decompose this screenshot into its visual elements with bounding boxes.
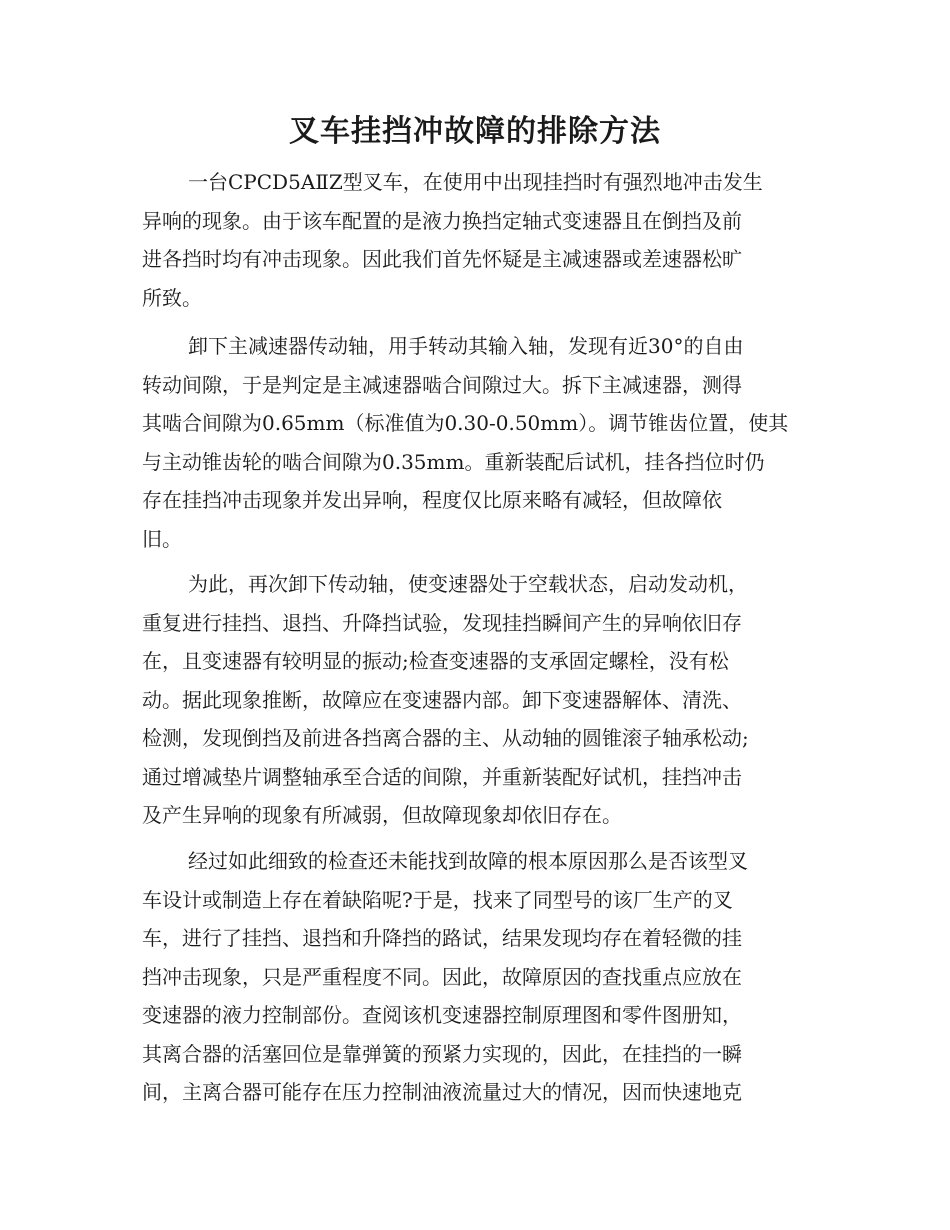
paragraph-1 <box>142 163 802 317</box>
text-line: 通过增减垫片调整轴承至合适的间隙，并重新装配好试机，挂挡冲击 <box>142 764 742 789</box>
text-line: 间，主离合器可能存在压力控制油液流量过大的情况，因而快速地克 <box>142 1080 742 1104</box>
text-line: 一台CPCD5AⅡZ型叉车，在使用中出现挂挡时有强烈地冲击发生 <box>188 170 763 194</box>
text-line: 重复进行挂挡、退挡、升降挡试验，发现挂挡瞬间产生的异响依旧存 <box>142 610 742 635</box>
text-line: 卸下主减速器传动轴，用手转动其输入轴，发现有近30°的自由 <box>188 334 744 358</box>
paragraph-2 <box>142 327 802 558</box>
text-line: 进各挡时均有冲击现象。因此我们首先怀疑是主减速器或差速器松旷 <box>142 247 742 271</box>
text-line: 及产生异响的现象有所减弱，但故障现象却依旧存在。 <box>142 803 622 827</box>
text-line: 变速器的液力控制部份。查阅该机变速器控制原理图和零件图册知， <box>142 1003 742 1027</box>
text-line: 检测，发现倒挡及前进各挡离合器的主、从动轴的圆锥滚子轴承松动; <box>142 726 749 750</box>
text-line: 存在挂挡冲击现象并发出异响，程度仅比原来略有减轻，但故障依 <box>142 488 722 512</box>
paragraph-4 <box>142 842 802 1112</box>
document-title: 叉车挂挡冲故障的排除方法 <box>289 114 661 149</box>
paragraph-3 <box>142 565 802 835</box>
text-line: 其离合器的活塞回位是靠弹簧的预紧力实现的，因此，在挂挡的一瞬 <box>142 1041 742 1066</box>
text-line: 与主动锥齿轮的啮合间隙为0.35mm。重新装配后试机，挂各挡位时仍 <box>142 449 765 474</box>
text-line: 动。据此现象推断，故障应在变速器内部。卸下变速器解体、清洗、 <box>142 687 742 712</box>
text-line: 转动间隙，于是判定是主减速器啮合间隙过大。拆下主减速器，测得 <box>142 372 742 397</box>
text-line: 其啮合间隙为0.65mm（标准值为0.30-0.50mm）。调节锥齿位置，使其 <box>142 411 789 435</box>
text-line: 经过如此细致的检查还未能找到故障的根本原因那么是否该型叉 <box>188 849 748 873</box>
text-line: 所致。 <box>142 285 202 310</box>
text-line: 车，进行了挂挡、退挡和升降挡的路试，结果发现均存在着轻微的挂 <box>142 926 742 950</box>
text-line: 在，且变速器有较明显的振动;检查变速器的支承固定螺栓，没有松 <box>142 649 729 673</box>
text-line: 挡冲击现象，只是严重程度不同。因此，故障原因的查找重点应放在 <box>142 964 742 989</box>
text-line: 车设计或制造上存在着缺陷呢?于是，找来了同型号的该厂生产的叉 <box>142 887 733 912</box>
text-line: 异响的现象。由于该车配置的是液力换挡定轴式变速器且在倒挡及前 <box>142 208 742 233</box>
text-line: 旧。 <box>142 526 182 551</box>
text-line: 为此，再次卸下传动轴，使变速器处于空载状态，启动发动机， <box>188 572 748 596</box>
